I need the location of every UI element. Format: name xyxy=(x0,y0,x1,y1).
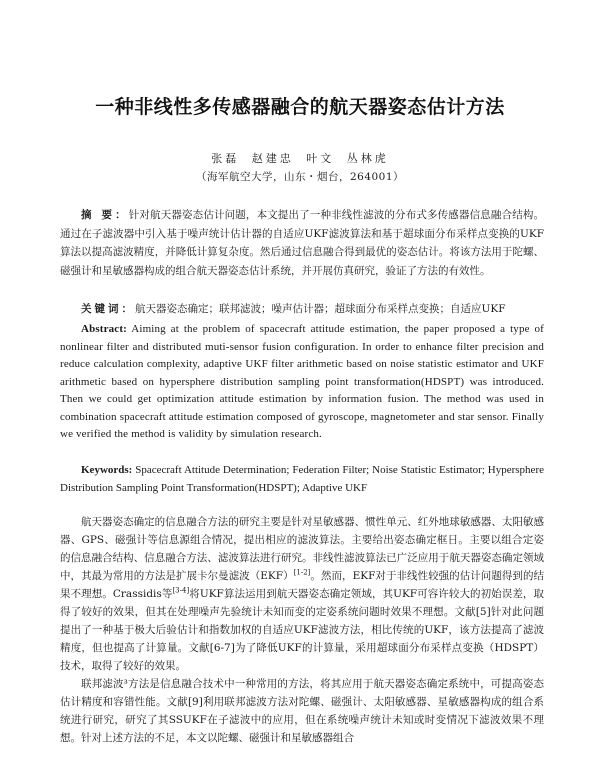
body-paragraph xyxy=(60,513,544,675)
abstract-cn-text: 针对航天器姿态估计问题，本文提出了一种非线性滤波的分布式多传感器信息融合结构。通过在子滤波器中引入基于噪声统计估计器的自适应UKF滤波算法和基于超球面分布采样点变换的UKF算法以提高滤波精度，并降低计算复杂度。然后通过信息融合得到最优的姿态估计。将该方法用于陀螺、磁强计和星敏感器构成的组合航天器姿态估计系统，并开展仿真研究，验证了方法的有效性。 xyxy=(60,209,545,277)
citation-ref: [1-2] xyxy=(293,568,311,577)
abstract-en-text: Aiming at the problem of spacecraft attitude estimation, the paper proposed a type of nonlinear filter and distributed muti-sensor fusion configuration. In order to enhance filter precision and reduce calculation complexity, adaptive UKF filter arithmetic based on noise statistic estimator and UKF arithmetic based on hypersphere distribution sampling point transformation(HDSPT) was introduced. Then we could get optimization attitude estimation by information fusion. The method was used in combination spacecraft attitude estimation composed of gyroscope, magnetometer and star sensor. Finally we verified the method is validity by simulation research. xyxy=(60,323,544,440)
abstract-en xyxy=(60,321,544,444)
keywords-cn-text: 航天器姿态确定；联邦滤波；噪声估计器；超球面分布采样点变换；自适应UKF xyxy=(135,303,506,315)
keywords-cn xyxy=(60,300,544,318)
keywords-en-text: Spacecraft Attitude Determination; Federation Filter; Noise Statistic Estimator; Hypersphere Distribution Sampling Point Transformation(HDSPT); Adaptive UKF xyxy=(60,464,544,494)
body-p1-part-c: 将UKF算法运用到航天器姿态确定领域，其UKF可容许较大的初始误差，取得了较好的效果，但其在处理噪声先验统计未知而变的定姿系统问题时效果不理想。文献[5]针对此问题提出了一种基于极大后验估计和指数加权的自适应UKF滤波方法，相比传统的UKF，该方法提高了滤波精度，但也提高了计算量。文献[6-7]为了降低UKF的计算量，采用超球面分布采样点变换（HDSPT）技术，取得了较好的效果。 xyxy=(60,588,544,672)
paper-title: 一种非线性多传感器融合的航天器姿态估计方法 xyxy=(95,96,505,118)
keywords-en xyxy=(60,462,544,497)
body-p1-part-b: 。然而，EKF对于非线性较强的估计问题得到的结果不理想。Crassidis等 xyxy=(60,570,545,600)
body-paragraph: 联邦滤波³方法是信息融合技术中一种常用的方法，将其应用于航天器姿态确定系统中，可提高姿态估计精度和容错性能。文献[9]利用联邦滤波方法对陀螺、磁强计、太阳敏感器、星敏感器构成的组合系统进行研究，研究了其SSUKF在子滤波中的应用，但在系统噪声统计未知或时变情况下滤波效果不理想。针对上述方法的不足，本文以陀螺、磁强计和星敏感器组合 xyxy=(60,678,544,744)
citation-ref: [3-4] xyxy=(172,586,190,595)
paper-affiliation: （海军航空大学，山东・烟台，264001） xyxy=(195,171,405,183)
paper-authors: 张磊 赵建忠 叶文 丛林虎 xyxy=(211,152,389,165)
body-text xyxy=(60,513,544,747)
abstract-en-label: Abstract: xyxy=(81,323,127,335)
abstract-cn xyxy=(60,206,544,280)
abstract-cn-label: 摘 要： xyxy=(81,209,129,221)
body-p1-part-a: 航天器姿态确定的信息融合方法的研究主要是针对星敏感器、惯性单元、红外地球敏感器、太阳敏感器、GPS、磁强计等信息源组合情况，提出相应的滤波算法。主要给出姿态确定框日。主要以组合定姿的信息融合结构、信息融合方法、滤波算法进行研究。非线性滤波算法已广泛应用于航天器姿态确定领域中，其最为常用的方法是扩展卡尔曼滤波（EKF） xyxy=(60,516,544,582)
keywords-cn-label: 关键词： xyxy=(81,303,135,315)
keywords-en-label: Keywords: xyxy=(81,464,133,476)
